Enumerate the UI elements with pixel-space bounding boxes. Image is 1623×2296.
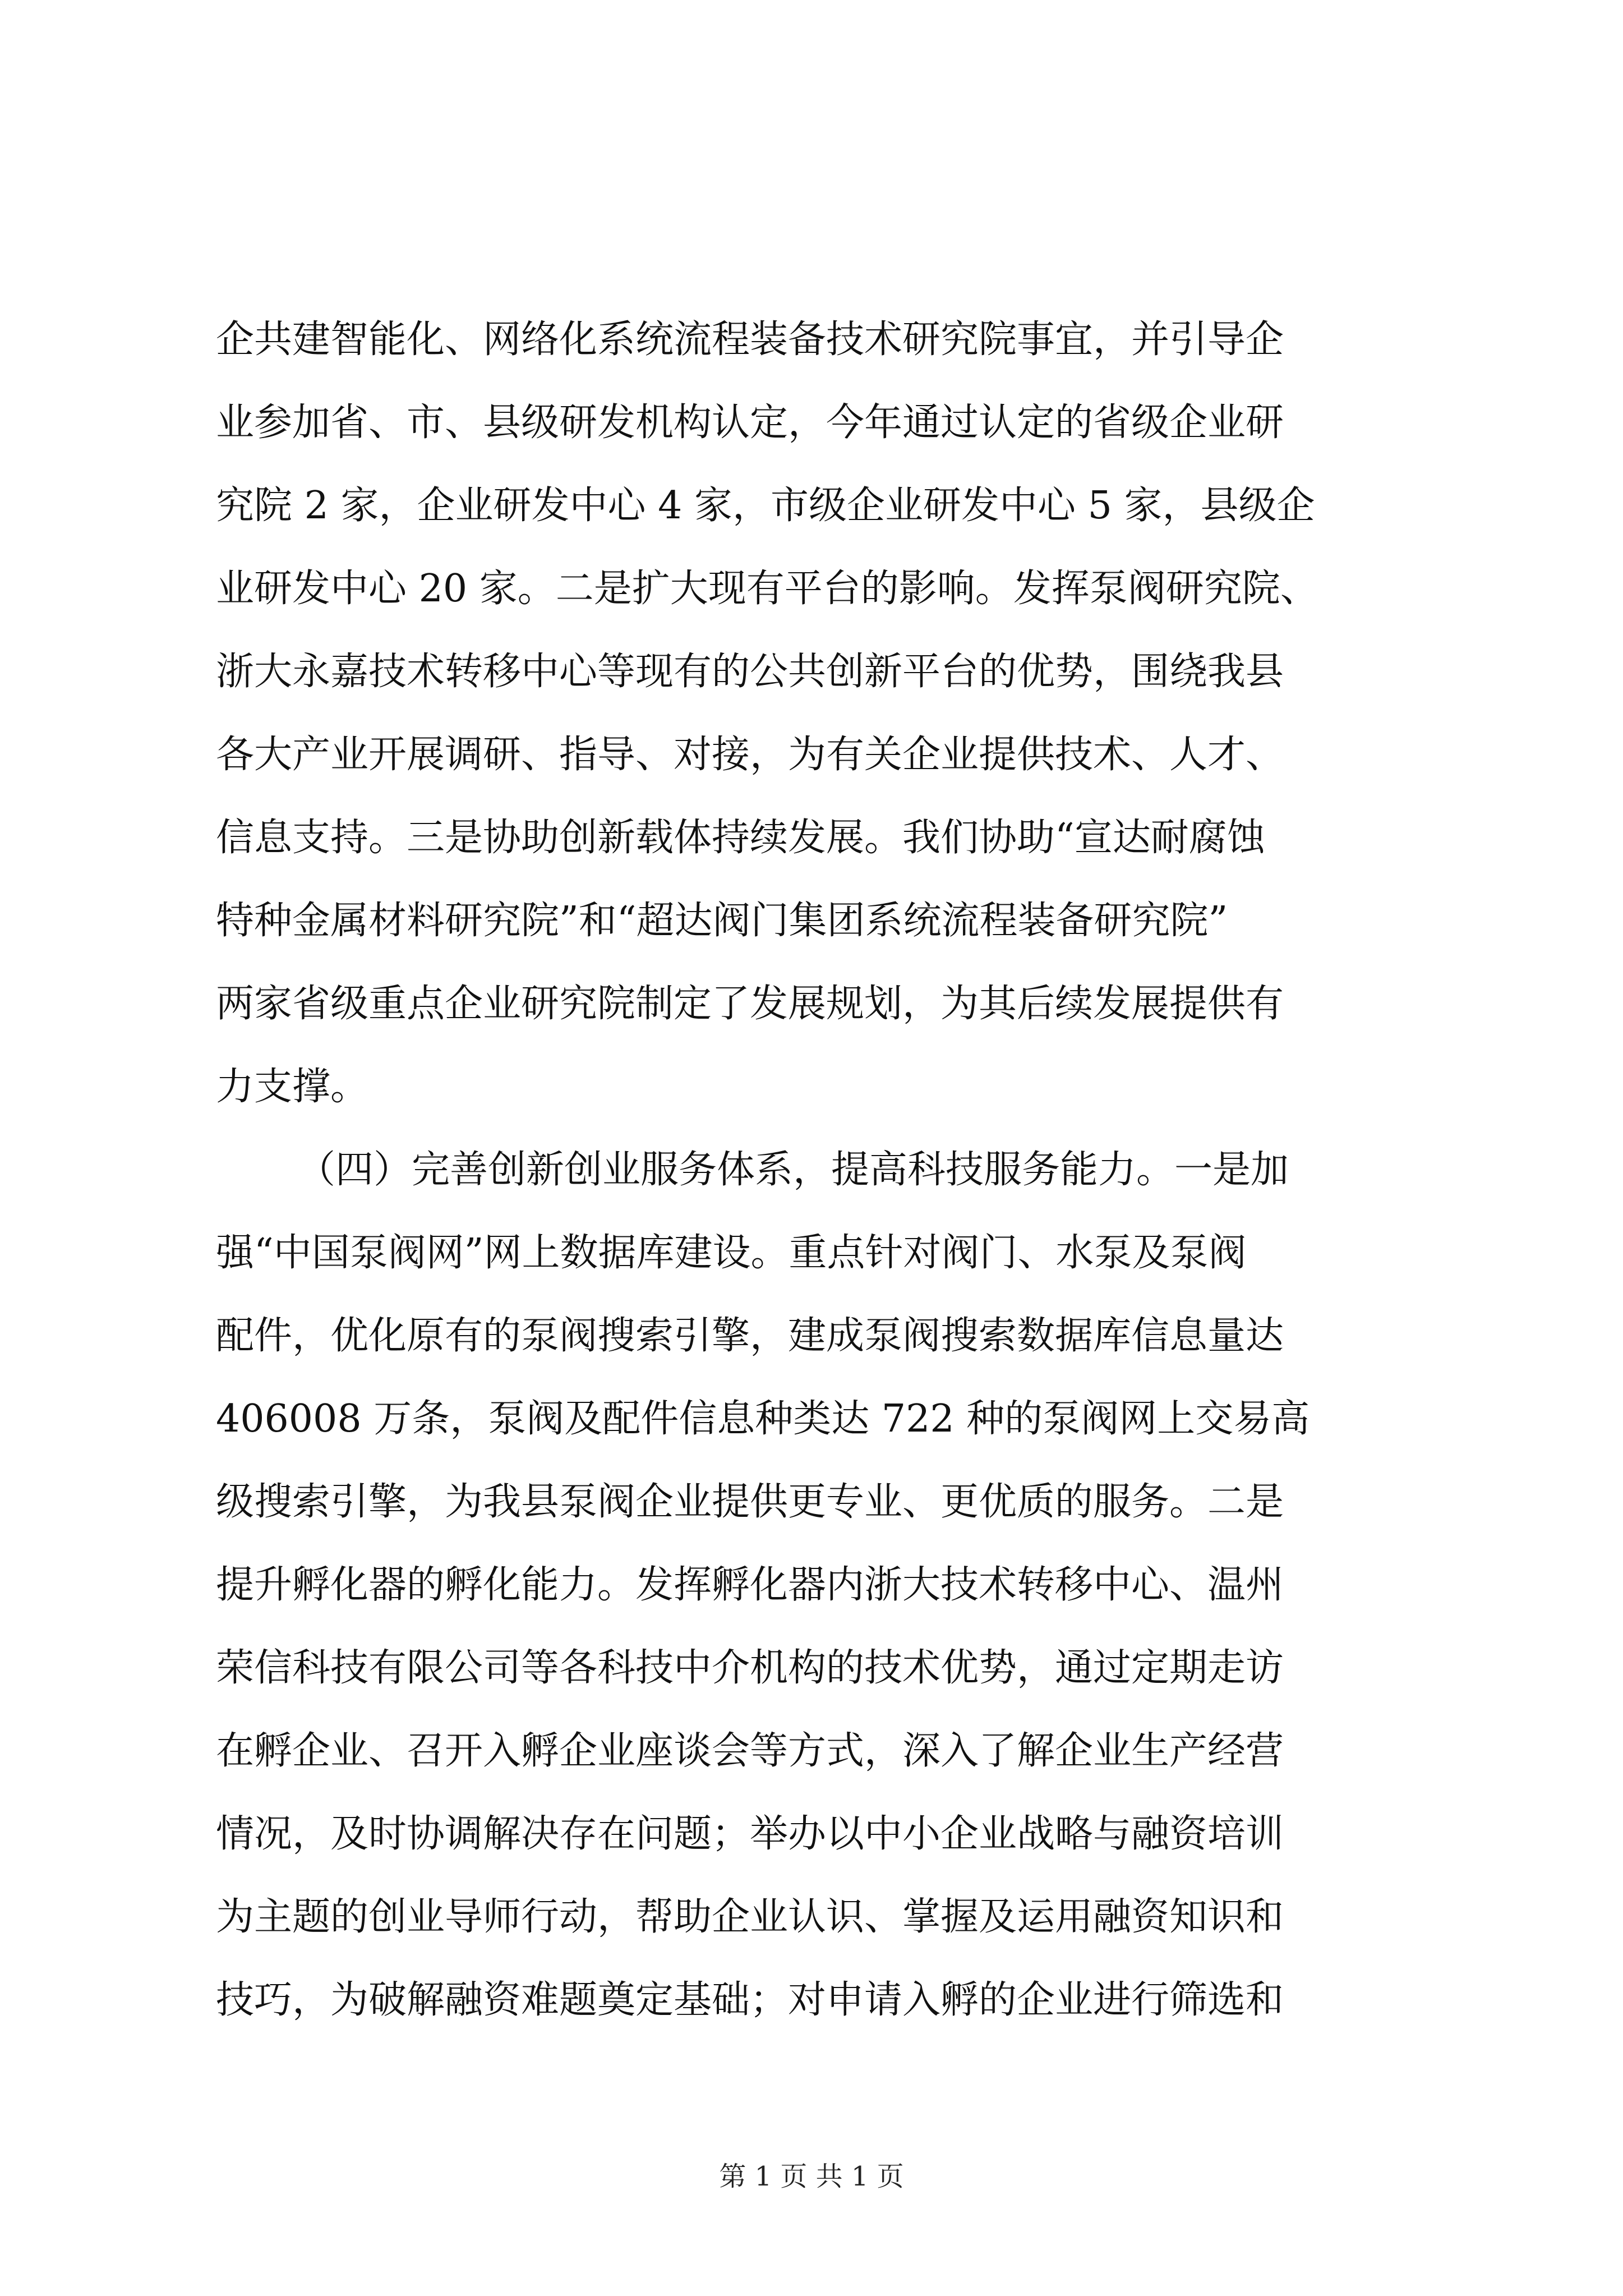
section-heading-line: （四）完善创新创业服务体系，提高科技服务能力。一是加 (297, 1148, 1289, 1192)
text-line: 在孵企业、召开入孵企业座谈会等方式，深入了解企业生产经营 (216, 1729, 1284, 1773)
text-line: 两家省级重点企业研究院制定了发展规划，为其后续发展提供有 (216, 982, 1284, 1026)
text-line: 特种金属材料研究院”和“超达阀门集团系统流程装备研究院” (216, 899, 1228, 943)
text-line: 配件，优化原有的泵阀搜索引擎，建成泵阀搜索数据库信息量达 (216, 1314, 1284, 1358)
text-line: 406008 万条，泵阀及配件信息种类达 722 种的泵阀网上交易高 (216, 1397, 1310, 1441)
text-line: 力支撑。 (216, 1065, 369, 1109)
text-line: 浙大永嘉技术转移中心等现有的公共创新平台的优势，围绕我县 (216, 650, 1284, 694)
text-line: 业参加省、市、县级研发机构认定，今年通过认定的省级企业研 (216, 401, 1284, 445)
text-line: 强“中国泵阀网”网上数据库建设。重点针对阀门、水泵及泵阀 (216, 1231, 1247, 1275)
text-line: 企共建智能化、网络化系统流程装备技术研究院事宜，并引导企 (216, 318, 1284, 362)
text-line: 技巧，为破解融资难题奠定基础；对申请入孵的企业进行筛选和 (216, 1978, 1284, 2022)
text-line: 提升孵化器的孵化能力。发挥孵化器内浙大技术转移中心、温州 (216, 1563, 1284, 1607)
document-body (216, 298, 1416, 2042)
text-line: 级搜索引擎，为我县泵阀企业提供更专业、更优质的服务。二是 (216, 1480, 1284, 1524)
page-number-footer: 第 1 页 共 1 页 (719, 2161, 904, 2192)
text-line: 荣信科技有限公司等各科技中介机构的技术优势，通过定期走访 (216, 1646, 1284, 1690)
text-line: 究院 2 家，企业研发中心 4 家，市级企业研发中心 5 家，县级企 (216, 484, 1315, 528)
text-line: 各大产业开展调研、指导、对接，为有关企业提供技术、人才、 (216, 733, 1284, 777)
text-line: 情况，及时协调解决存在问题；举办以中小企业战略与融资培训 (216, 1812, 1284, 1856)
text-line: 信息支持。三是协助创新载体持续发展。我们协助“宣达耐腐蚀 (216, 816, 1265, 860)
text-line: 业研发中心 20 家。二是扩大现有平台的影响。发挥泵阀研究院、 (216, 567, 1318, 611)
text-line: 为主题的创业导师行动，帮助企业认识、掌握及运用融资知识和 (216, 1895, 1284, 1939)
